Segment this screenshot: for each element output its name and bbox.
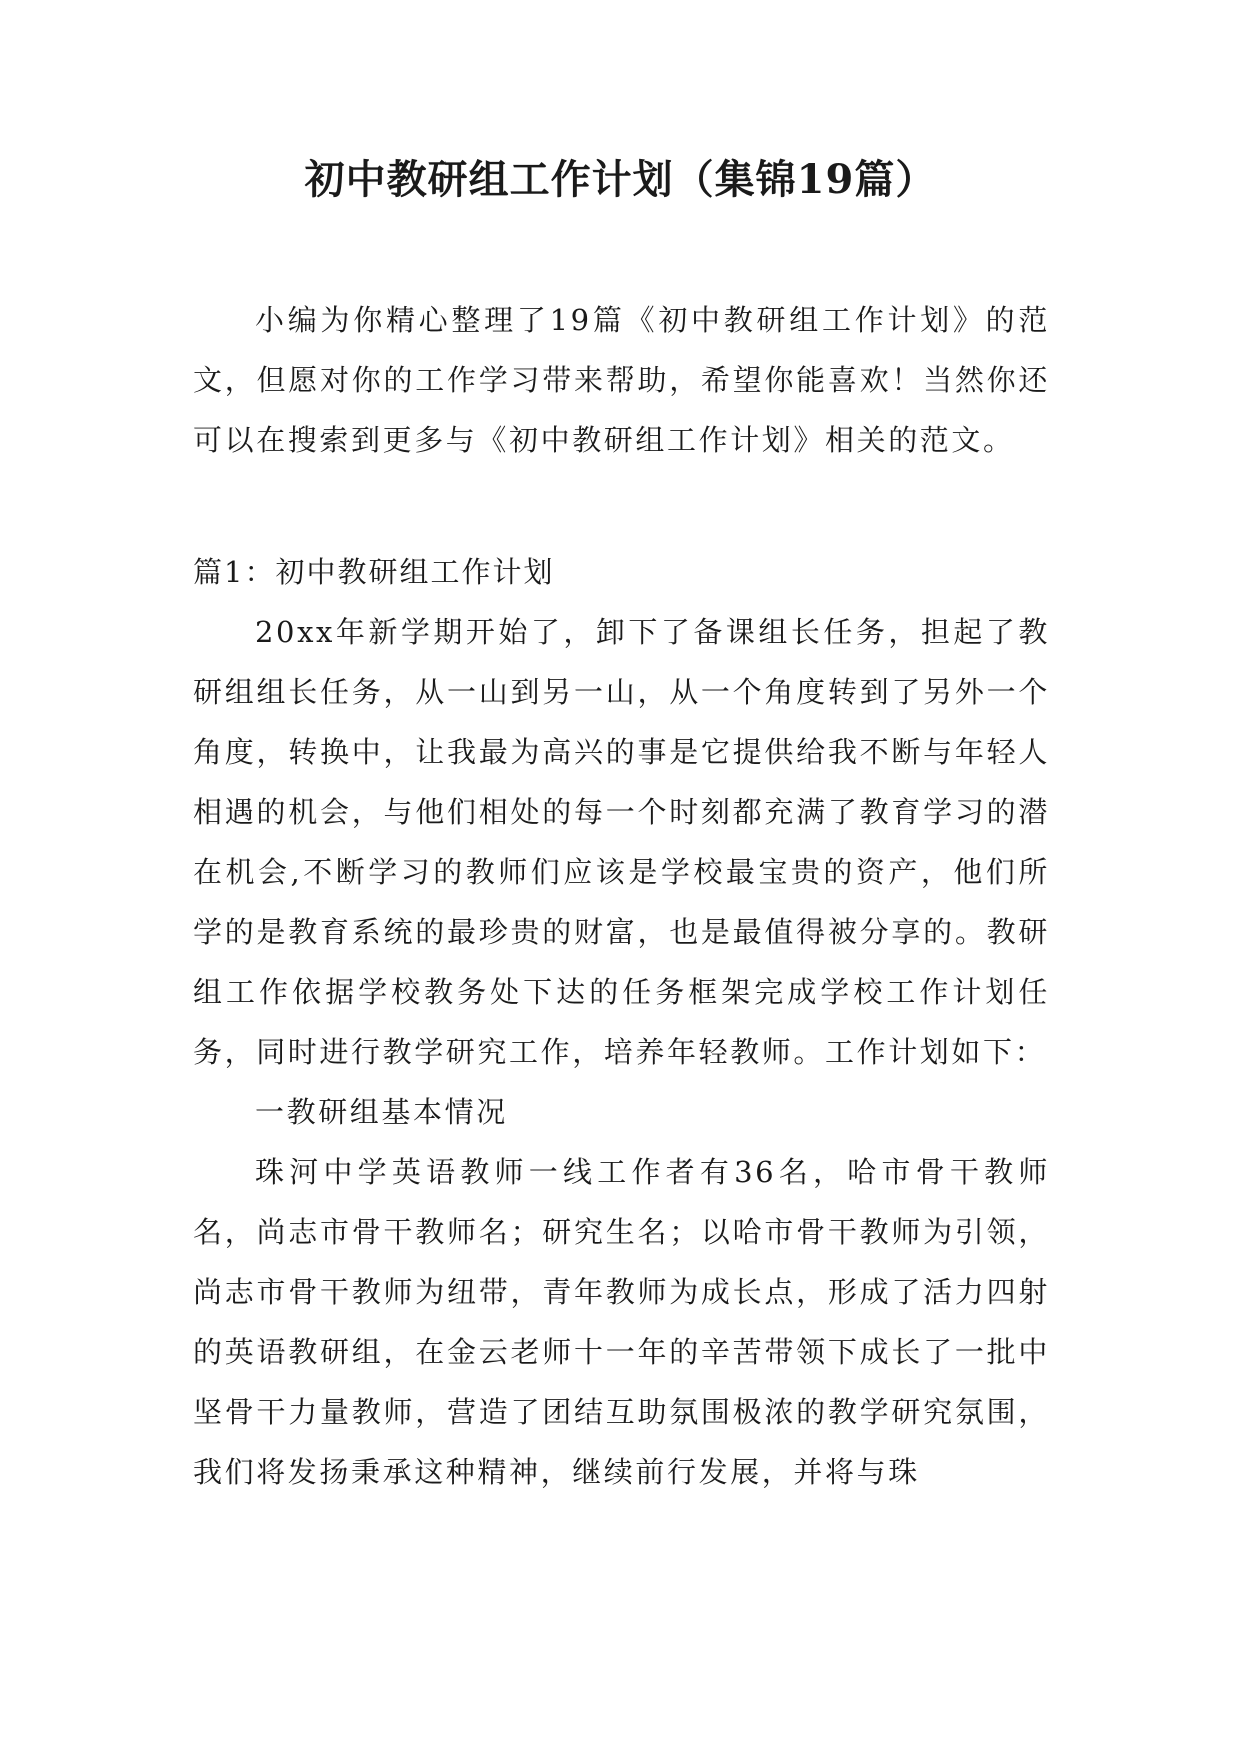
document-body bbox=[193, 290, 1050, 1502]
body-paragraph-2: 珠河中学英语教师一线工作者有36名，哈市骨干教师名，尚志市骨干教师名；研究生名；以哈市骨干教师为引领，尚志市骨干教师为纽带，青年教师为成长点，形成了活力四射的英语教研组，在金云老师十一年的辛苦带领下成长了一批中坚骨干力量教师，营造了团结互助氛围极浓的教学研究氛围，我们将发扬秉承这种精神，继续前行发展，并将与珠 bbox=[193, 1155, 1050, 1489]
subheading-basic-info: 一教研组基本情况 bbox=[255, 1095, 508, 1129]
intro-paragraph: 小编为你精心整理了19篇《初中教研组工作计划》的范文，但愿对你的工作学习带来帮助，希望你能喜欢！当然你还可以在搜索到更多与《初中教研组工作计划》相关的范文。 bbox=[193, 303, 1050, 457]
document-title: 初中教研组工作计划（集锦19篇） bbox=[304, 156, 937, 203]
section-spacer bbox=[193, 470, 1050, 542]
body-paragraph-1: 20xx年新学期开始了，卸下了备课组长任务，担起了教研组组长任务，从一山到另一山，从一个角度转到了另外一个角度，转换中，让我最为高兴的事是它提供给我不断与年轻人相遇的机会，与他们相处的每一个时刻都充满了教育学习的潜在机会,不断学习的教师们应该是学校最宝贵的资产，他们所学的是教育系统的最珍贵的财富，也是最值得被分享的。教研组工作依据学校教务处下达的任务框架完成学校工作计划任务，同时进行教学研究工作，培养年轻教师。工作计划如下： bbox=[193, 615, 1050, 1069]
section-heading: 篇1：初中教研组工作计划 bbox=[193, 555, 555, 589]
